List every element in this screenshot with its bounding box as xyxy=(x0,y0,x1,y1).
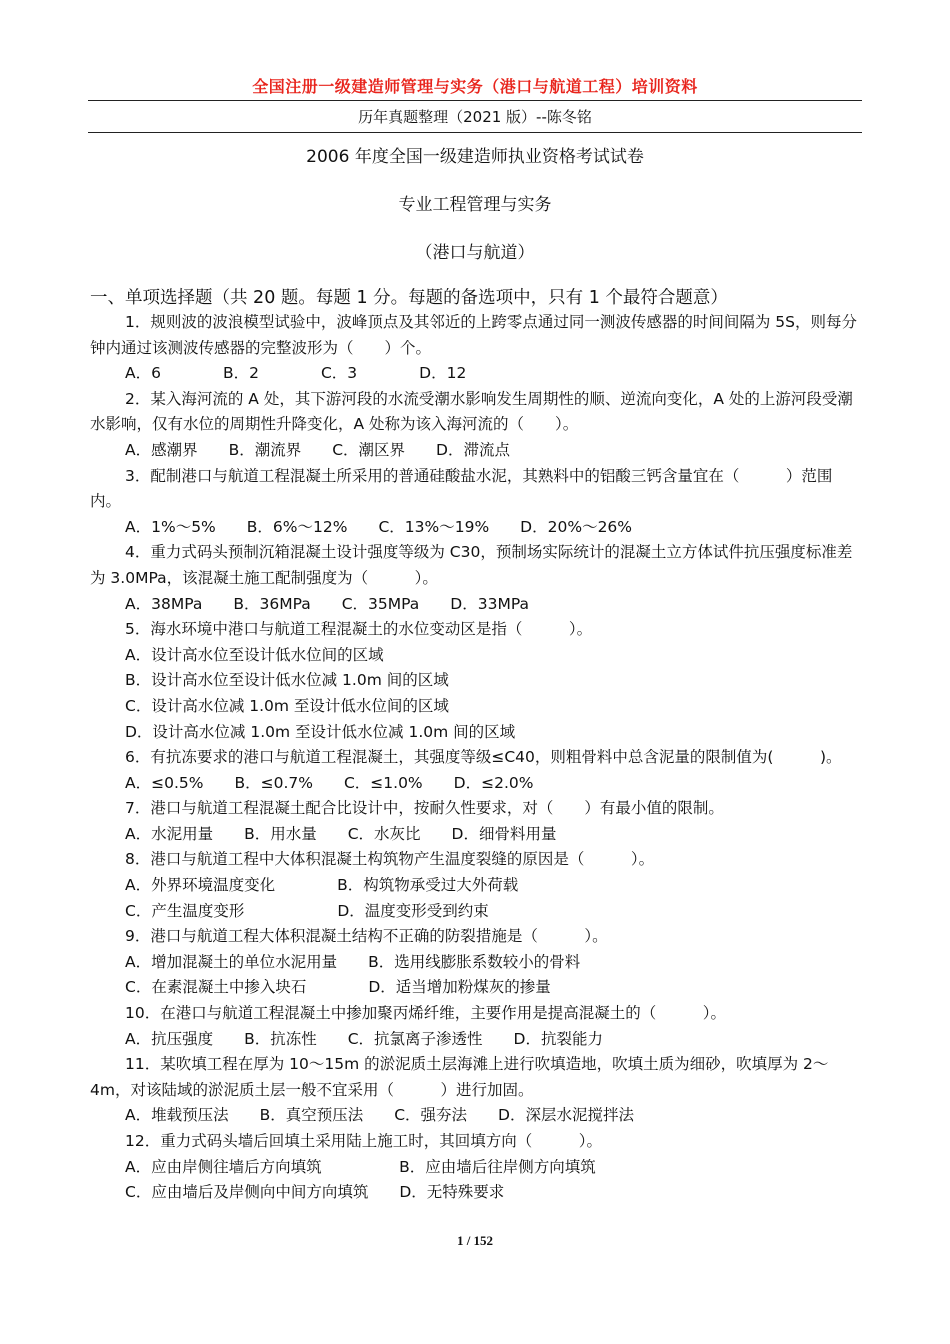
exam-specialty: （港口与航道） xyxy=(415,243,535,263)
question-options: A．≤0.5% B．≤0.7% C．≤1.0% D．≤2.0% xyxy=(125,773,534,792)
question-stem: 7．港口与航道工程混凝土配合比设计中，按耐久性要求，对（ ）有最小值的限制。 xyxy=(125,799,724,818)
question-stem: 2．某入海河流的 A 处，其下游河段的水流受潮水影响发生周期性的顺、逆流向变化，A 处的上游河段受潮水影响，仅有水位的周期性升降变化，A 处称为该入海河流的（ ）。 xyxy=(90,389,853,434)
question-options: A．增加混凝土的单位水泥用量 B．选用线膨胀系数较小的骨料 xyxy=(125,952,581,971)
question-options: A．抗压强度 B．抗冻性 C．抗氯离子渗透性 D．抗裂能力 xyxy=(125,1029,603,1048)
question-stem: 3．配制港口与航道工程混凝土所采用的普通硅酸盐水泥，其熟料中的铝酸三钙含量宜在（ ）范围内。 xyxy=(90,466,833,511)
question-options: A．堆载预压法 B．真空预压法 C．强夯法 D．深层水泥搅拌法 xyxy=(125,1106,634,1125)
question-list xyxy=(90,310,860,1206)
question-stem: 5．海水环境中港口与航道工程混凝土的水位变动区是指（ ）。 xyxy=(125,620,593,639)
question-stem: 11．某吹填工程在厚为 10～15m 的淤泥质土层海滩上进行吹填造地，吹填土质为细砂，吹填厚为 2～4m，对该陆域的淤泥质土层一般不宜采用（ ）进行加固。 xyxy=(90,1055,829,1099)
header-title: 全国注册一级建造师管理与实务（港口与航道工程）培训资料 xyxy=(252,77,698,96)
exam-title: 2006 年度全国一级建造师执业资格考试试卷 xyxy=(306,147,644,167)
question-stem: 10．在港口与航道工程混凝土中掺加聚丙烯纤维，主要作用是提高混凝土的（ ）。 xyxy=(125,1004,726,1023)
question-stem: 6．有抗冻要求的港口与航道工程混凝土，其强度等级≤C40，则粗骨料中总含泥量的限制值为( )。 xyxy=(125,748,842,767)
question-stem: 9．港口与航道工程大体积混凝土结构不正确的防裂措施是（ ）。 xyxy=(125,927,608,946)
question-stem: 12．重力式码头墙后回填土采用陆上施工时，其回填方向（ ）。 xyxy=(125,1132,602,1150)
question-options: C．产生温度变形 D．温度变形受到约束 xyxy=(125,901,489,920)
question-options: C．在素混凝土中掺入块石 D．适当增加粉煤灰的掺量 xyxy=(125,978,551,997)
question-options: A．应由岸侧往墙后方向填筑 B．应由墙后往岸侧方向填筑 xyxy=(125,1157,596,1176)
question-options: A．外界环境温度变化 B．构筑物承受过大外荷载 xyxy=(125,876,519,895)
section-heading: 一、单项选择题（共 20 题。每题 1 分。每题的备选项中，只有 1 个最符合题意） xyxy=(90,288,728,308)
header-rule-bottom xyxy=(88,132,862,133)
header-subtitle: 历年真题整理（2021 版）--陈冬铭 xyxy=(358,108,592,126)
question-options: B．设计高水位至设计低水位减 1.0m 间的区域 xyxy=(125,671,449,690)
question-options: D．设计高水位减 1.0m 至设计低水位减 1.0m 间的区域 xyxy=(125,722,516,741)
question-options: A．38MPa B．36MPa C．35MPa D．33MPa xyxy=(125,594,529,613)
question-options: C．设计高水位减 1.0m 至设计低水位间的区域 xyxy=(125,696,449,715)
question-options: A．水泥用量 B．用水量 C．水灰比 D．细骨料用量 xyxy=(125,824,557,843)
header-rule-top xyxy=(88,100,862,101)
question-options: A．1%～5% B．6%～12% C．13%～19% D．20%～26% xyxy=(125,517,633,536)
question-stem: 8．港口与航道工程中大体积混凝土构筑物产生温度裂缝的原因是（ ）。 xyxy=(125,850,655,869)
question-options: A．6 B．2 C．3 D．12 xyxy=(125,364,467,383)
question-stem: 1．规则波的波浪模型试验中，波峰顶点及其邻近的上跨零点通过同一测波传感器的时间间隔为 5S，则每分钟内通过该测波传感器的完整波形为（ ）个。 xyxy=(90,313,857,357)
question-options: A．感潮界 B．潮流界 C．潮区界 D．滞流点 xyxy=(125,440,510,459)
question-options: C．应由墙后及岸侧向中间方向填筑 D．无特殊要求 xyxy=(125,1183,505,1202)
page-number: 1 / 152 xyxy=(456,1233,494,1248)
exam-subject: 专业工程管理与实务 xyxy=(398,195,552,215)
question-stem: 4．重力式码头预制沉箱混凝土设计强度等级为 C30，预制场实际统计的混凝土立方体试件抗压强度标准差为 3.0MPa，该混凝土施工配制强度为（ ）。 xyxy=(90,543,853,587)
question-options: A．设计高水位至设计低水位间的区域 xyxy=(125,645,384,664)
